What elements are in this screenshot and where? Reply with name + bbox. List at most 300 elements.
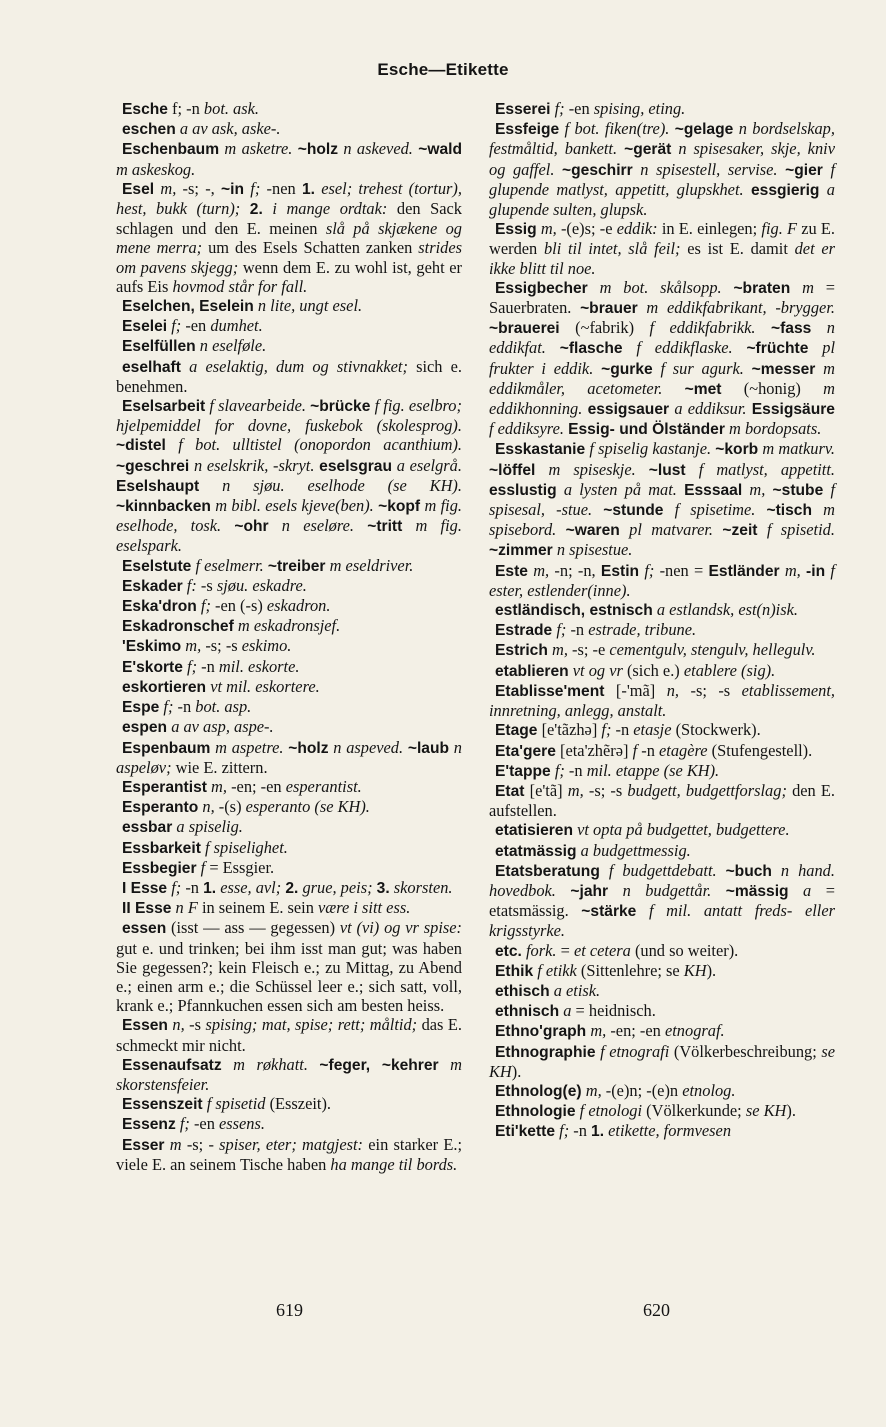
translation-text: f slavearbeide. xyxy=(209,396,306,416)
entry-text: (Völkerkunde; xyxy=(642,1101,746,1121)
dictionary-entry xyxy=(116,556,462,576)
translation-text: n F xyxy=(175,898,198,918)
entry-text: (Völkerbeschreibung; xyxy=(669,1041,822,1061)
dictionary-entry xyxy=(489,439,835,560)
headword: ~brauer xyxy=(580,300,638,318)
entry-text xyxy=(269,516,282,535)
headword: Essbegier xyxy=(122,859,197,877)
translation-text: m xyxy=(169,1134,182,1154)
translation-text: se KH xyxy=(745,1101,787,1121)
entry-text: [e'tãzhə] xyxy=(537,720,602,740)
dictionary-entry xyxy=(489,1001,835,1021)
translation-text: m aspetre. xyxy=(215,737,284,757)
translation-text: a budgettmessig. xyxy=(580,840,691,860)
translation-text: sjøu. eskadre. xyxy=(216,575,307,595)
translation-text: bot. asp. xyxy=(195,697,252,717)
translation-text: spiser, eter; matgjest: xyxy=(219,1134,364,1154)
entry-text: -en xyxy=(181,316,211,336)
translation-text: m spiseskje. xyxy=(548,459,636,479)
dictionary-entry xyxy=(116,717,462,737)
headword: 1. xyxy=(301,180,315,198)
entry-text: (Esszeit). xyxy=(265,1094,332,1114)
translation-text: m, xyxy=(160,178,177,198)
dictionary-entry xyxy=(489,119,835,219)
entry-text xyxy=(439,1055,450,1074)
translation-text: pl matvarer. xyxy=(629,520,714,540)
translation-text: f etnografi xyxy=(600,1041,670,1061)
dictionary-entry xyxy=(489,1021,835,1041)
headword: ~waren xyxy=(565,522,620,540)
entry-text: -s; -s xyxy=(201,636,242,656)
headword: 2. xyxy=(249,201,263,219)
entry-text: [e'tã] xyxy=(524,780,568,800)
translation-text: f: xyxy=(186,575,197,595)
headword: ~geschirr xyxy=(562,161,633,179)
headword: ~brauerei xyxy=(489,320,560,338)
dictionary-entry xyxy=(489,861,835,941)
translation-text: f spisesal, -stue. xyxy=(489,479,836,520)
translation-text: f; xyxy=(179,1114,190,1134)
entry-text: -en xyxy=(564,99,594,118)
dictionary-entry xyxy=(116,1135,462,1174)
translation-text: a eddiksur. xyxy=(674,399,747,419)
translation-text: f; xyxy=(559,1121,570,1141)
translation-text: budgett, budgettforslag; xyxy=(627,780,787,800)
translation-text: etablissement, innretning, anlegg, anstalt. xyxy=(489,680,835,721)
translation-text: n bordselskap, festmåltid, bankett. xyxy=(489,119,835,159)
translation-text: etagère xyxy=(659,740,708,760)
entry-text: (Stufengestell). xyxy=(707,740,813,760)
entry-text: -en xyxy=(189,1114,219,1134)
entry-text: -n xyxy=(564,760,587,780)
headword: etablieren xyxy=(495,662,569,680)
translation-text: m fig. eselspark. xyxy=(116,516,462,556)
entry-text: (Stockwerk). xyxy=(671,720,761,740)
entry-text xyxy=(758,520,767,539)
dictionary-entry xyxy=(116,1055,462,1094)
headword: ~stärke xyxy=(581,903,637,921)
headword: 2. xyxy=(285,879,299,897)
headword: ethnisch xyxy=(495,1003,560,1021)
entry-text xyxy=(819,180,826,199)
translation-text: f; xyxy=(644,560,655,580)
headword: estländisch, estnisch xyxy=(495,602,653,620)
entry-text: f; -n xyxy=(167,99,204,118)
entry-text xyxy=(722,278,734,297)
translation-text: f eddikfabrikk. xyxy=(649,318,756,338)
entry-text: wie E. zittern. xyxy=(171,757,268,777)
entry-text: -s; -e xyxy=(567,640,610,660)
headword: Eselsarbeit xyxy=(122,398,206,416)
headword: Eskadronschef xyxy=(122,618,234,636)
dictionary-entry xyxy=(116,616,462,636)
entry-text: -(e)s; -e xyxy=(556,219,617,239)
headword: ~gurke xyxy=(601,360,653,378)
dictionary-entry xyxy=(116,357,462,396)
translation-text: m eskadronsjef. xyxy=(237,616,341,636)
dictionary-entry xyxy=(489,820,835,840)
entry-text xyxy=(588,278,600,297)
headword: Ethnologie xyxy=(495,1103,576,1121)
headword: Essenz xyxy=(122,1116,176,1134)
dictionary-entry xyxy=(116,596,462,616)
dictionary-entry xyxy=(489,981,835,1001)
entry-text: -(s) xyxy=(214,797,246,817)
dictionary-entry xyxy=(489,219,835,278)
headword: ~geschrei xyxy=(116,457,190,475)
translation-text: m, xyxy=(585,1080,602,1100)
entry-text xyxy=(263,199,273,218)
entry-text xyxy=(166,435,178,454)
headword: ~tritt xyxy=(367,518,403,536)
translation-text: i mange ordtak: xyxy=(272,199,388,219)
headword: Essig xyxy=(495,221,537,239)
headword: I Esse xyxy=(122,879,168,897)
entry-text: wenn dem E. zu wohl ist, geht er aufs Eis xyxy=(116,257,463,296)
translation-text: mil. eskorte. xyxy=(218,656,300,676)
translation-text: n spisestell, servise. xyxy=(640,159,778,179)
headword: 'Eskimo xyxy=(122,638,182,656)
headword: esslustig xyxy=(489,481,557,499)
translation-text: m røkhatt. xyxy=(233,1054,308,1074)
translation-text: n eddikfat. xyxy=(489,318,835,358)
headword: 1. xyxy=(591,1123,605,1141)
headword: Eselstute xyxy=(122,557,192,575)
entry-text: um des Esels Schatten zanken xyxy=(202,238,419,258)
entry-text xyxy=(811,318,826,337)
dictionary-entry xyxy=(116,576,462,596)
headword: ~in xyxy=(221,180,244,198)
translation-text: m eddikmåler, acetometer. xyxy=(489,358,835,398)
entry-text xyxy=(557,480,564,499)
dictionary-entry xyxy=(489,761,835,781)
translation-text: a etisk. xyxy=(553,980,601,1000)
right-column xyxy=(489,99,835,1142)
headword: Eselfüllen xyxy=(122,338,196,356)
headword: Esserei xyxy=(495,101,551,118)
entry-text xyxy=(711,881,725,900)
dictionary-entry xyxy=(116,797,462,817)
translation-text: m bordopsats. xyxy=(729,419,822,439)
entry-text: -en; -en xyxy=(606,1021,665,1041)
headword: ~löffel xyxy=(489,461,536,479)
headword: Eska'dron xyxy=(122,598,197,616)
headword: Eselei xyxy=(122,318,168,336)
translation-text: m, xyxy=(784,560,801,580)
translation-text: m, xyxy=(590,1021,607,1041)
translation-text: n sjøu. eselhode (se KH). xyxy=(222,475,462,495)
headword: Etablisse'ment xyxy=(495,682,605,700)
entry-text: -n xyxy=(611,720,634,740)
headword: Estin xyxy=(600,562,640,580)
entry-text xyxy=(812,500,823,519)
entry-text xyxy=(789,881,803,900)
translation-text: mil. etappe (se KH). xyxy=(586,760,720,780)
entry-text xyxy=(772,861,781,880)
entry-text: ein starker E.; viele E. an seinem Tische haben xyxy=(116,1134,463,1174)
translation-text: f spisetid xyxy=(206,1094,266,1114)
translation-text: f; xyxy=(601,720,612,740)
headword: Eselshaupt xyxy=(116,477,200,495)
entry-text: -s xyxy=(196,575,217,595)
entry-text xyxy=(240,199,250,218)
translation-text: estrade, tribune. xyxy=(588,620,697,640)
translation-text: n, xyxy=(202,797,215,817)
entry-text: -n; -n, xyxy=(549,560,601,580)
translation-text: m, xyxy=(567,780,584,800)
translation-text: a glupende sulten, glupsk. xyxy=(489,179,835,220)
dictionary-entry xyxy=(489,961,835,981)
headword: E'tappe xyxy=(495,762,551,780)
translation-text: a av asp, aspe-. xyxy=(171,717,274,737)
entry-text: (isst — ass — gegessen) xyxy=(166,918,340,938)
translation-text: cementgulv, stengulv, hellegulv. xyxy=(609,640,816,660)
translation-text: spising; mat, spise; rett; måltid; xyxy=(205,1015,418,1035)
headword: Essbarkeit xyxy=(122,839,201,857)
entry-text: sich e. benehmen. xyxy=(116,356,462,396)
dictionary-entry xyxy=(489,1101,835,1121)
headword: Esssaal xyxy=(684,481,743,499)
headword: Essenszeit xyxy=(122,1096,203,1114)
entry-text: in E. einlegen; xyxy=(657,219,762,239)
entry-text: = Essgier. xyxy=(205,857,275,877)
translation-text: n eselskrik, -skryt. xyxy=(193,455,315,475)
dictionary-entry xyxy=(489,661,835,681)
translation-text: f bot. ulltistel (onopordon acanthium). xyxy=(178,435,462,455)
entry-text xyxy=(535,460,548,479)
dictionary-entry xyxy=(116,396,462,556)
translation-text: n aspeved. xyxy=(333,737,404,757)
headword: 3. xyxy=(376,879,390,897)
translation-text: m, xyxy=(551,640,568,660)
translation-text: pl frukter i eddik. xyxy=(489,338,835,378)
headword: Eskader xyxy=(122,577,183,595)
translation-text: f; xyxy=(163,697,174,717)
headword: ~gerät xyxy=(624,141,672,159)
dictionary-entry xyxy=(116,777,462,797)
translation-text: f eddiksyre. xyxy=(489,419,564,439)
headword: ~wald xyxy=(418,141,463,159)
dictionary-entry xyxy=(489,781,835,820)
entry-text xyxy=(181,357,189,376)
headword: ~distel xyxy=(116,437,166,455)
translation-text: m bibl. esels kjeve(ben). xyxy=(215,496,374,516)
entry-text: (~fabrik) xyxy=(559,318,650,338)
headword: etatmässig xyxy=(495,842,577,860)
headword: Ethno'graph xyxy=(495,1023,587,1041)
dictionary-entry xyxy=(489,600,835,620)
headword: ~früchte xyxy=(746,340,809,358)
translation-text: fig. F xyxy=(761,219,798,239)
entry-text: -s xyxy=(184,1015,206,1035)
translation-text: f spisetime. xyxy=(674,500,756,520)
entry-text xyxy=(556,881,570,900)
headword: Esel xyxy=(122,180,155,198)
entry-text: -s; -s xyxy=(583,780,628,800)
translation-text: essens. xyxy=(219,1114,265,1134)
headword: essen xyxy=(122,920,167,938)
headword: ~ohr xyxy=(234,518,269,536)
dictionary-entry xyxy=(116,878,462,898)
headword: eselhaft xyxy=(122,358,181,376)
running-header: Esche—Etikette xyxy=(377,60,509,79)
translation-text: n lite, ungt esel. xyxy=(257,296,363,316)
translation-text: KH xyxy=(683,960,707,980)
translation-text: etikette, formvesen xyxy=(608,1121,732,1141)
entry-text: [-'mã] xyxy=(604,680,667,700)
headword: ~stube xyxy=(772,481,824,499)
translation-text: dumhet. xyxy=(210,316,263,336)
headword: ~met xyxy=(684,380,722,398)
headword: ~mässig xyxy=(725,882,789,900)
translation-text: m, xyxy=(211,776,227,796)
translation-text: a eselgrå. xyxy=(396,455,462,475)
headword: essigsauer xyxy=(587,401,670,419)
entry-text xyxy=(354,516,367,535)
entry-text xyxy=(600,861,609,880)
translation-text: a eselaktig, dum og stivnakket; xyxy=(189,356,408,376)
dictionary-entry xyxy=(116,636,462,656)
translation-text: n aspeløv; xyxy=(116,737,462,777)
translation-text: a lysten på mat. xyxy=(563,479,677,499)
translation-text: m spisebord. xyxy=(489,500,835,540)
translation-text: vt og vr xyxy=(572,660,623,680)
translation-text: esperantist. xyxy=(285,776,362,796)
entry-text: gut e. und trinken; bei ihm isst man gut; was haben Sie gegessen?; kein Fleisch e.; zu Mittag, zu Abend e.; einen arm e.; die Schüssel leer e.; sich satt, voll, krank e.; Pfannkuchen essen sich am besten heiss. xyxy=(116,938,462,1016)
dictionary-entry xyxy=(116,657,462,677)
headword: Esperantist xyxy=(122,778,207,796)
dictionary-entry xyxy=(116,858,462,878)
translation-text: a xyxy=(803,880,812,900)
headword: Etat xyxy=(495,782,525,800)
entry-text xyxy=(554,160,562,179)
headword: ~zeit xyxy=(722,522,758,540)
entry-text xyxy=(623,338,637,357)
headword: Esche xyxy=(122,101,168,118)
entry-text xyxy=(546,338,560,357)
translation-text: eskimo. xyxy=(241,636,292,656)
entry-text: ). xyxy=(511,1061,522,1081)
entry-text xyxy=(593,359,601,378)
entry-text: -s; -, xyxy=(176,178,222,198)
translation-text: esse, avl; xyxy=(220,877,282,897)
headword: Ethik xyxy=(495,962,534,980)
translation-text: n spisesaker, skje, kniv og gaffel. xyxy=(489,139,835,179)
page-number-right: 620 xyxy=(643,1300,670,1320)
entry-text: = Sauerbraten. xyxy=(489,277,835,318)
headword: Essig- und Ölständer xyxy=(568,421,725,439)
headword: ~messer xyxy=(751,360,816,378)
headword: Esskastanie xyxy=(495,441,586,459)
entry-text xyxy=(808,338,822,357)
entry-text xyxy=(790,278,802,297)
dictionary-entry xyxy=(116,139,462,178)
headword: ~gier xyxy=(785,161,823,179)
headword: Esser xyxy=(122,1136,165,1154)
translation-text: m, xyxy=(533,560,550,580)
headword: ethisch xyxy=(495,982,550,1000)
translation-text: være i sitt ess. xyxy=(318,898,411,918)
dictionary-entry xyxy=(116,336,462,356)
translation-text: slå på skjækene og mene merra; xyxy=(116,219,462,258)
entry-text: -n xyxy=(637,740,659,760)
entry-text: (sich e.) xyxy=(622,660,684,680)
translation-text: f eddikflaske. xyxy=(636,338,733,358)
dictionary-entry xyxy=(489,99,835,119)
translation-text: f fig. eselbro; hjelpemiddel for dovne, fuskebok (skolesprog). xyxy=(116,396,462,436)
headword: Eselchen, Eselein xyxy=(122,298,254,316)
entry-text xyxy=(755,500,766,519)
entry-text: -nen xyxy=(260,178,302,198)
translation-text: esel; trehest (tortur), hest, bukk (turn); xyxy=(116,178,462,219)
entry-text: = xyxy=(556,940,574,960)
translation-text: hovmod står for fall. xyxy=(172,276,308,296)
headword: Etage xyxy=(495,722,538,740)
dictionary-entry xyxy=(489,1042,835,1081)
headword: ~holz xyxy=(288,739,329,757)
entry-text xyxy=(608,881,622,900)
entry-text: -n xyxy=(197,656,219,676)
headword: Espe xyxy=(122,699,160,717)
entry-text xyxy=(686,460,699,479)
entry-text xyxy=(717,861,726,880)
headword: ~tisch xyxy=(766,502,812,520)
headword: Eschenbaum xyxy=(122,141,220,159)
entry-text: -s; -s xyxy=(679,680,742,700)
entry-text xyxy=(636,901,649,920)
headword: etc. xyxy=(495,942,522,960)
translation-text: n eselføle. xyxy=(199,336,267,356)
translation-text: m skorstensfeier. xyxy=(116,1054,462,1094)
entry-text: (Sittenlehre; se xyxy=(576,960,684,980)
dictionary-entry xyxy=(116,119,462,139)
headword: etatisieren xyxy=(495,822,574,840)
entry-text: = heidnisch. xyxy=(571,1001,656,1021)
translation-text: se KH xyxy=(489,1041,835,1081)
entry-text: -s; - xyxy=(181,1134,220,1154)
translation-text: etablere (sig). xyxy=(683,660,776,680)
headword: ~gelage xyxy=(674,121,734,139)
translation-text: etnograf. xyxy=(664,1021,725,1041)
entry-text xyxy=(778,160,786,179)
translation-text: f xyxy=(632,740,638,760)
translation-text: f spisetid. xyxy=(766,520,835,540)
translation-text: m xyxy=(802,277,814,297)
headword: Este xyxy=(495,562,528,580)
translation-text: m matkurv. xyxy=(762,439,835,459)
translation-text: grue, peis; xyxy=(302,877,373,897)
translation-text: spising, eting. xyxy=(593,99,686,118)
entry-text xyxy=(733,338,747,357)
translation-text: vt opta på budgettet, budgettere. xyxy=(577,820,790,840)
entry-text: den E. aufstellen. xyxy=(489,780,835,821)
headword: ~zimmer xyxy=(489,542,553,560)
headword: -in xyxy=(806,562,826,580)
translation-text: et cetera xyxy=(573,940,631,960)
entry-text: -nen = xyxy=(654,560,709,580)
translation-text: esperanto (se KH). xyxy=(245,797,370,817)
translation-text: m bot. skålsopp. xyxy=(599,277,722,297)
headword: Ethnographie xyxy=(495,1043,596,1061)
headword: eskortieren xyxy=(122,678,207,696)
translation-text: a xyxy=(563,1001,572,1021)
headword: ~fass xyxy=(771,320,812,338)
headword: Espenbaum xyxy=(122,739,211,757)
translation-text: vt mil. eskortere. xyxy=(210,676,320,696)
headword: Essigsäure xyxy=(751,401,835,419)
translation-text: m eseldriver. xyxy=(329,555,414,575)
translation-text: f; xyxy=(556,620,567,640)
